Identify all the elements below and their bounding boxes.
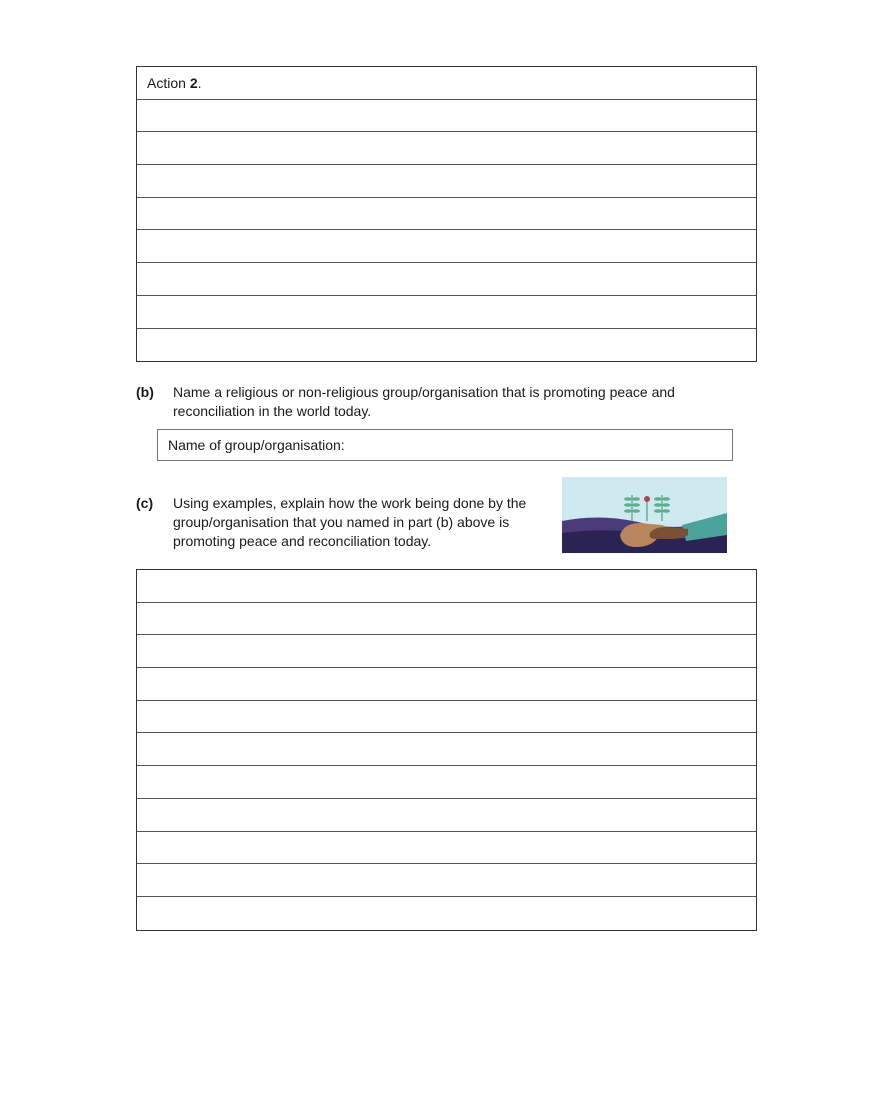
action-label-prefix: Action (147, 75, 190, 91)
answer-line[interactable] (137, 668, 756, 701)
answer-line[interactable] (137, 296, 756, 329)
question-b-label: (b) (136, 384, 154, 400)
answer-line[interactable] (137, 263, 756, 296)
action-2-answer-box[interactable] (136, 66, 757, 362)
question-c-answer-box[interactable] (136, 569, 757, 931)
answer-line[interactable] (137, 198, 756, 231)
answer-line[interactable] (137, 329, 756, 362)
answer-line[interactable] (137, 165, 756, 198)
handshake-peace-icon (562, 477, 727, 553)
answer-line[interactable] (137, 132, 756, 165)
question-b-text (173, 383, 713, 421)
question-c-label: (c) (136, 495, 154, 511)
answer-line[interactable] (137, 864, 756, 897)
question-c-line-2: group/organisation that you named in part (b) above is (173, 514, 510, 530)
action-label-suffix: . (197, 75, 202, 91)
answer-line[interactable] (137, 100, 756, 133)
answer-line[interactable] (137, 897, 756, 930)
question-c-line-1: Using examples, explain how the work being done by the (173, 495, 527, 511)
question-b-line-1: Name a religious or non-religious group/organisation that is promoting peace and (173, 384, 675, 400)
answer-line[interactable] (137, 603, 756, 636)
question-c-text (173, 494, 553, 551)
answer-line[interactable] (137, 733, 756, 766)
answer-line[interactable] (137, 701, 756, 734)
question-b-line-2: reconciliation in the world today. (173, 403, 372, 419)
action-2-heading-row (137, 67, 756, 100)
answer-line[interactable] (137, 230, 756, 263)
answer-line[interactable] (137, 570, 756, 603)
action-label-number: 2 (189, 75, 198, 91)
answer-line[interactable] (137, 635, 756, 668)
question-c-line-3: promoting peace and reconciliation today. (173, 533, 432, 549)
answer-line[interactable] (137, 766, 756, 799)
answer-line[interactable] (137, 799, 756, 832)
group-name-field-label: Name of group/organisation: (168, 437, 345, 453)
group-name-field[interactable] (157, 429, 733, 461)
answer-line[interactable] (137, 832, 756, 865)
